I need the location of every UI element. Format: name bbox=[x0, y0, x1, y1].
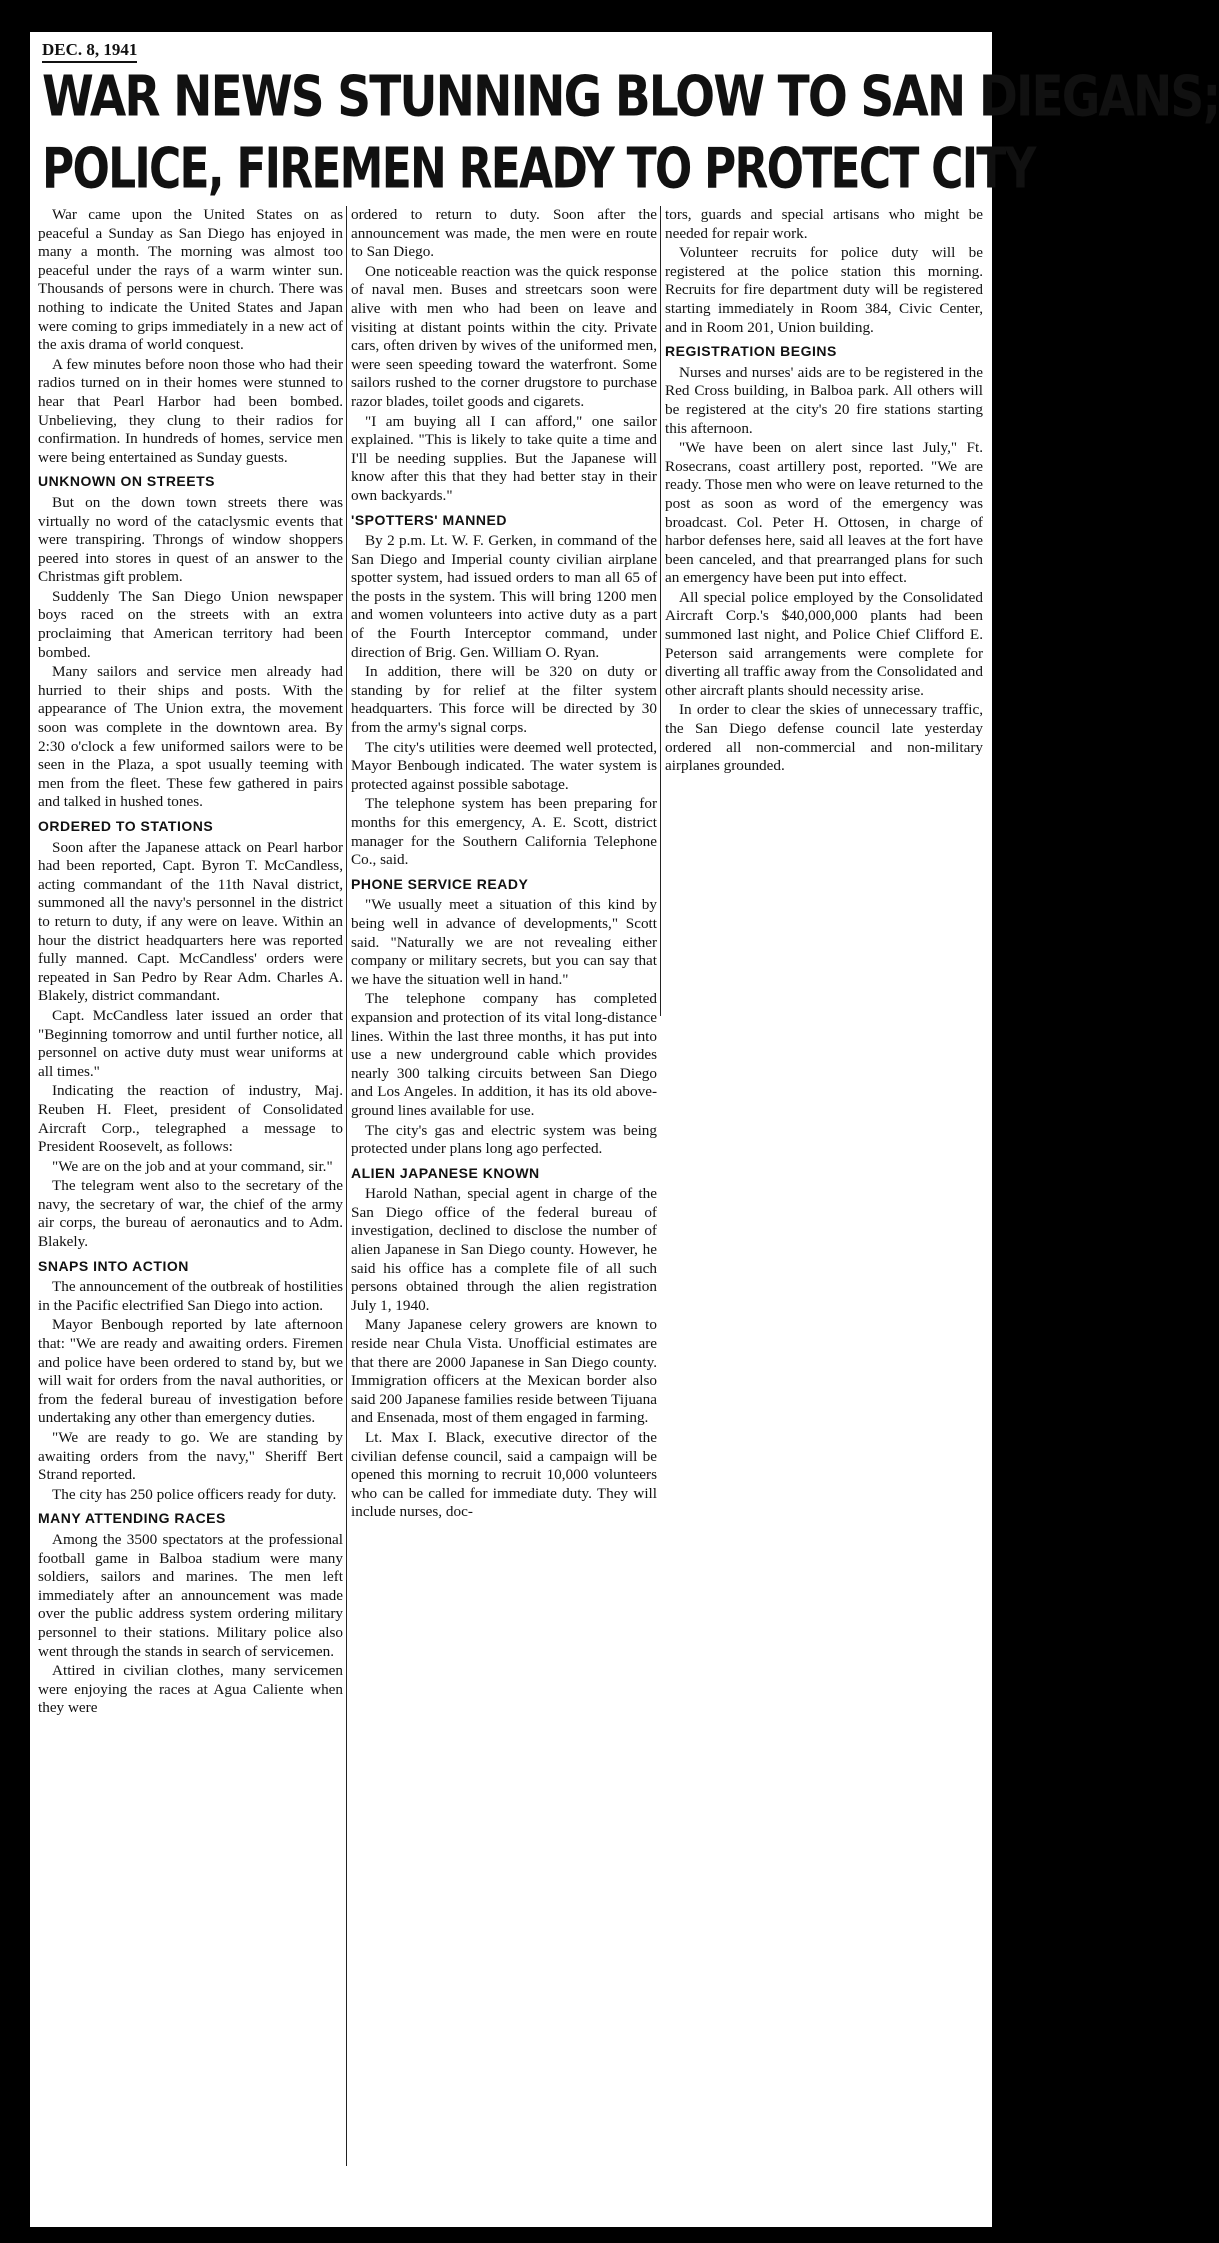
subhead-ordered-to-stations: ORDERED TO STATIONS bbox=[38, 818, 214, 834]
paragraph: One noticeable reaction was the quick response of naval men. Buses and streetcars soon were alive with men who had been on leave and visiting at distant points within the city. Private cars, often driven by wives of the uniformed men, were seen speeding toward the waterfront. Some sailors rushed to the corner drugstore to purchase razor blades, toilet goods and cigarets. bbox=[351, 262, 657, 410]
paragraph: Mayor Benbough reported by late afternoon that: "We are ready and awaiting orders. Firemen and police have been ordered to stand by, but we will wait for orders from the naval authorities, or from the federal bureau of investigation before undertaking any other than emergency duties. bbox=[38, 1316, 343, 1427]
column-rule-1 bbox=[346, 206, 347, 2166]
paragraph: The city's utilities were deemed well protected, Mayor Benbough indicated. The water system is protected against possible sabotage. bbox=[351, 738, 657, 793]
paragraph: Volunteer recruits for police duty will be registered at the police station this morning. Recruits for fire department duty will be registered starting immediately in Room 384, Civic Center, and in Room 201, Union building. bbox=[665, 244, 983, 336]
paragraph: The telephone company has completed expansion and protection of its vital long-distance lines. Within the last three months, it has put into use a new underground cable which provides nearly 300 talking circuits between San Diego and Los Angeles. In addition, it has its old above-ground lines available for use. bbox=[351, 990, 657, 1119]
paragraph: tors, guards and special artisans who might be needed for repair work. bbox=[665, 206, 983, 242]
paragraph: Indicating the reaction of industry, Maj. Reuben H. Fleet, president of Consolidated Aircraft Corp., telegraphed a message to President Roosevelt, as follows: bbox=[38, 1082, 343, 1156]
subhead-registration-begins: REGISTRATION BEGINS bbox=[665, 343, 837, 360]
subhead-phone-service-ready: PHONE SERVICE READY bbox=[351, 875, 529, 892]
article-column-1 bbox=[38, 206, 343, 1719]
article-column-2 bbox=[351, 206, 657, 1523]
paragraph: "We are ready to go. We are standing by awaiting orders from the navy," Sheriff Bert Strand reported. bbox=[38, 1429, 343, 1484]
paragraph: "We usually meet a situation of this kind by being well in advance of developments," Scott said. "Naturally we are not revealing either company or military secrets, but you can say that we have the situation well in hand." bbox=[351, 896, 657, 988]
paragraph: The city has 250 police officers ready for duty. bbox=[52, 1485, 337, 1503]
paragraph: Capt. McCandless later issued an order that "Beginning tomorrow and until further notice, all personnel on active duty must wear uniforms at all times." bbox=[38, 1006, 343, 1080]
subhead-snaps-into-action: SNAPS INTO ACTION bbox=[38, 1257, 189, 1274]
paragraph: Nurses and nurses' aids are to be registered in the Red Cross building, in Balboa park. All others will be registered at the city's 20 fire stations starting this afternoon. bbox=[665, 363, 983, 437]
dateline: DEC. 8, 1941 bbox=[42, 40, 137, 63]
subhead-alien-japanese-known: ALIEN JAPANESE KNOWN bbox=[351, 1164, 540, 1181]
paragraph: Harold Nathan, special agent in charge of the San Diego office of the federal bureau of investigation, declined to disclose the number of alien Japanese in San Diego county. However, he said his office has a complete file of all such persons obtained through the alien registration July 1, 1940. bbox=[351, 1185, 657, 1314]
paragraph: ordered to return to duty. Soon after the announcement was made, the men were en route to San Diego. bbox=[351, 206, 657, 261]
paragraph: Many sailors and service men already had hurried to their ships and posts. With the appearance of The Union extra, the movement soon was complete in the downtown area. By 2:30 o'clock a few uniformed sailors were to be seen in the Plaza, a spot usually teeming with men from the fleet. These few gathered in pairs and talked in hushed tones. bbox=[38, 663, 343, 811]
subhead-spotters-manned: 'SPOTTERS' MANNED bbox=[351, 511, 507, 528]
paragraph: In order to clear the skies of unnecessary traffic, the San Diego defense council late yesterday ordered all non-commercial and non-military airplanes grounded. bbox=[665, 701, 983, 775]
paragraph: Attired in civilian clothes, many servicemen were enjoying the races at Agua Caliente when they were bbox=[38, 1662, 343, 1717]
paragraph: The telephone system has been preparing for months for this emergency, A. E. Scott, district manager for the Southern California Telephone Co., said. bbox=[351, 795, 657, 869]
newspaper-clipping bbox=[30, 32, 1219, 2227]
paragraph: Lt. Max I. Black, executive director of the civilian defense council, said a campaign will be opened this morning to recruit 10,000 volunteers who can be called for immediate duty. They will include nurses, doc- bbox=[351, 1429, 657, 1521]
column-rule-2 bbox=[660, 206, 661, 1016]
paragraph: But on the down town streets there was virtually no word of the cataclysmic events that were transpiring. Throngs of window shoppers peered into stores in quest of an answer to the Christmas gift problem. bbox=[38, 493, 343, 586]
paragraph: War came upon the United States on as peaceful a Sunday as San Diego has enjoyed in many a month. The morning was almost too peaceful under the rays of a warm winter sun. Thousands of persons were in church. There was nothing to indicate the United States and Japan were coming to grips immediately in a new act of the axis drama of world conquest. bbox=[38, 206, 343, 354]
paragraph: "I am buying all I can afford," one sailor explained. "This is likely to take quite a time and I'll be needing supplies. But the Japanese will know after this that they had better stay in their own backyards." bbox=[351, 412, 657, 504]
paragraph: All special police employed by the Consolidated Aircraft Corp.'s $40,000,000 plants had been summoned last night, and Police Chief Clifford E. Peterson said arrangements were complete for diverting all traffic away from the Consolidated and other aircraft plants should necessity arise. bbox=[665, 588, 983, 699]
paragraph: The city's gas and electric system was being protected under plans long ago perfected. bbox=[351, 1121, 657, 1158]
headline-line-1: WAR NEWS STUNNING BLOW TO SAN DIEGANS; bbox=[42, 63, 1219, 129]
subhead-many-attending-races: MANY ATTENDING RACES bbox=[38, 1510, 226, 1527]
paragraph: Suddenly The San Diego Union newspaper boys raced on the streets with an extra proclaiming that American territory had been bombed. bbox=[38, 587, 343, 661]
paragraph: In addition, there will be 320 on duty or standing by for relief at the filter system headquarters. This force will be directed by 30 from the army's signal corps. bbox=[351, 663, 657, 737]
paragraph: The telegram went also to the secretary of the navy, the secretary of war, the chief of the army air corps, the bureau of aeronautics and to Adm. Blakely. bbox=[38, 1177, 343, 1251]
paragraph: "We are on the job and at your command, sir." bbox=[52, 1157, 333, 1175]
paragraph: Soon after the Japanese attack on Pearl harbor had been reported, Capt. Byron T. McCandless, acting commandant of the 11th Naval district, summoned all the navy's personnel in the district to return to duty, if any were on leave. Within an hour the district headquarters here was reported fully manned. Capt. McCandless' orders were repeated in San Pedro by Rear Adm. Charles A. Blakely, district commandant. bbox=[38, 838, 343, 1005]
paragraph: Many Japanese celery growers are known to reside near Chula Vista. Unofficial estimates are that there are 2000 Japanese in San Diego county. Immigration officers at the Mexican border also said 200 Japanese families reside between Tijuana and Ensenada, most of them engaged in farming. bbox=[351, 1316, 657, 1427]
headline-line-2: POLICE, FIREMEN READY TO PROTECT CITY bbox=[42, 135, 1035, 201]
paragraph: By 2 p.m. Lt. W. F. Gerken, in command of the San Diego and Imperial county civilian airplane spotter system, had issued orders to man all 65 of the posts in the system. This will bring 1200 men and women volunteers into active duty as a part of the Fourth Interceptor command, under direction of Brig. Gen. William O. Ryan. bbox=[351, 532, 657, 661]
article-column-3 bbox=[665, 206, 983, 777]
paragraph: The announcement of the outbreak of hostilities in the Pacific electrified San Diego into action. bbox=[38, 1278, 344, 1314]
paragraph: "We have been on alert since last July," Ft. Rosecrans, coast artillery post, reported. "We are ready. Those men who were on leave returned to the post as soon as word of the emergency was broadcast. Col. Peter H. Ottosen, in charge of harbor defenses here, said all leaves at the fort have been canceled, and that prearranged plans for such an emergency have been put into effect. bbox=[665, 439, 983, 587]
paragraph: Among the 3500 spectators at the professional football game in Balboa stadium were many soldiers, sailors and marines. The men left immediately after an announcement was made over the public address system ordering military personnel to their stations. Military police also went through the stands in search of servicemen. bbox=[38, 1530, 343, 1660]
subhead-unknown-on-streets: UNKNOWN ON STREETS bbox=[38, 473, 215, 490]
paragraph: A few minutes before noon those who had their radios turned on in their homes were stunned to hear that Pearl Harbor had been bombed. Unbelieving, they clung to their radios for confirmation. In hundreds of homes, service men were being entertained as Sunday guests. bbox=[38, 355, 343, 466]
